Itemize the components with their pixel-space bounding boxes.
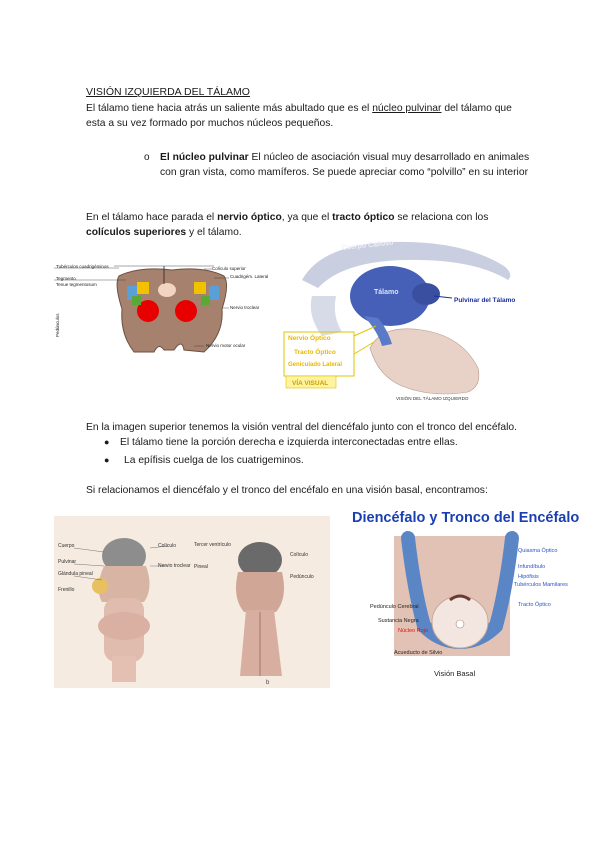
p1-post: del tálamo que esta a su vez formado por muchos núcleos pequeños.: [86, 103, 512, 129]
bullet-pulvinar-rest: El núcleo de asociación visual muy desarrollado en animales con gran vista, como mamíferos. Se puede apreciar como “polvillo” en su interior: [160, 152, 530, 178]
fig2-geniculado: Geniculado Lateral: [288, 362, 343, 368]
fig4-title: Diencéfalo y Tronco del Encéfalo: [352, 510, 580, 526]
fig2-talamo: Tálamo: [374, 289, 399, 296]
fig1-label-right-2: Nervio troclear: [230, 305, 260, 310]
fig3-label-mid-0: Tercer ventrículo: [194, 542, 231, 548]
paragraph-pulvinar: [86, 101, 526, 131]
bullet-dot-1: ●: [104, 437, 110, 447]
fig4-label-6: Sustancia Negra: [378, 618, 419, 624]
fig2-via-visual: VÍA VISUAL: [292, 380, 329, 387]
p2-coliculos: colículos superiores: [86, 227, 187, 238]
fig4-label-4: Tracto Óptico: [518, 602, 551, 608]
bullet-epifisis: La epífisis cuelga de los cuatrigeminos.: [124, 455, 304, 466]
p1-pre: El tálamo tiene hacia atrás un saliente más abultado que es el: [86, 103, 373, 114]
fig1-label-left-0: Tubérculos cuadrigéminos: [56, 264, 109, 269]
fig3-label-left-2: Glándula pineal: [58, 571, 93, 577]
paragraph-vision-basal: Si relacionamos el diencéfalo y el tronco del encéfalo en una visión basal, encontramos:: [86, 485, 488, 496]
fig4-label-8: Acueducto de Silvio: [394, 650, 443, 656]
bullet-talamo-porcion: El tálamo tiene la porción derecha e izquierda interconectadas entre ellas.: [120, 437, 458, 448]
fig1-label-left-2: Tenue tegmentosum: [56, 282, 97, 287]
fig4-label-3: Tubérculos Mamilares: [514, 582, 568, 588]
fig4-label-5: Pedúnculo Cerebral: [370, 604, 419, 610]
bullet-pulvinar: [160, 150, 530, 180]
fig3-label-left-5: Nervio troclear: [158, 563, 191, 569]
p2-tracto: tracto óptico: [332, 212, 395, 223]
fig2-pulvinar: Pulvinar del Tálamo: [454, 297, 516, 304]
fig3-label-left-1: Pulvinar: [58, 559, 77, 565]
p2-c: , ya que el: [281, 212, 333, 223]
fig3-label-mid-3: Pedúnculo: [290, 574, 314, 580]
fig2-nervio: Nervio Óptico: [288, 335, 331, 342]
thalamus-left-figure: [282, 236, 522, 404]
fig2-caption: VISIÓN DEL TÁLAMO IZQUIERDO: [396, 396, 469, 401]
fig2-tracto: Tracto Óptico: [294, 349, 336, 356]
fig3-label-mid-2: Colículo: [290, 552, 309, 558]
fig3-label-left-4: Colículo: [158, 543, 177, 549]
bullet-marker-o: o: [144, 152, 150, 163]
fig4-caption: Visión Basal: [434, 669, 476, 678]
fig4-label-7: Núcleo Rojo: [398, 628, 428, 634]
fig4-label-0: Quiasma Óptico: [518, 548, 558, 554]
fig1-label-right-1: Cuadrigém. Lateral: [230, 274, 269, 279]
p2-d: se relaciona con los: [394, 212, 489, 223]
p2-nervio: nervio óptico: [217, 212, 282, 223]
brainstem-diagram: [54, 254, 274, 358]
p1-link: núcleo pulvinar: [372, 103, 442, 114]
fig2-cuerpo-calloso: Cuerpo Calloso: [341, 239, 394, 252]
fig1-label-left-1: Tegmento: [56, 276, 76, 281]
fig4-label-1: Infundíbulo: [518, 564, 546, 570]
fig3-label-left-3: Frenillo: [58, 587, 75, 593]
fig1-label-right-3: Nervio motor ocular: [206, 343, 246, 348]
bullet-pulvinar-bold: El núcleo pulvinar: [160, 152, 249, 163]
paragraph-vision-ventral: En la imagen superior tenemos la visión ventral del diencéfalo junto con el tronco del encéfalo.: [86, 422, 518, 433]
p2-e: y el tálamo.: [186, 227, 242, 238]
p2-a: En el tálamo hace parada el: [86, 212, 218, 223]
fig4-label-2: Hipófisis: [518, 574, 539, 580]
fig1-label-right-0: Colículo superior: [212, 266, 246, 271]
section-title: VISIÓN IZQUIERDA DEL TÁLAMO: [86, 86, 250, 98]
fig1-label-left-3: Pedúnculos: [55, 313, 60, 337]
basal-view-figure: [350, 530, 590, 680]
fig3-label-left-0: Cuerpo: [58, 543, 75, 549]
fig3-label-mid-1: Pineal: [194, 564, 208, 570]
fig3-letter: b: [266, 680, 270, 686]
brainstem-dorsal-figure: [54, 516, 330, 688]
bullet-dot-2: ●: [104, 455, 110, 465]
